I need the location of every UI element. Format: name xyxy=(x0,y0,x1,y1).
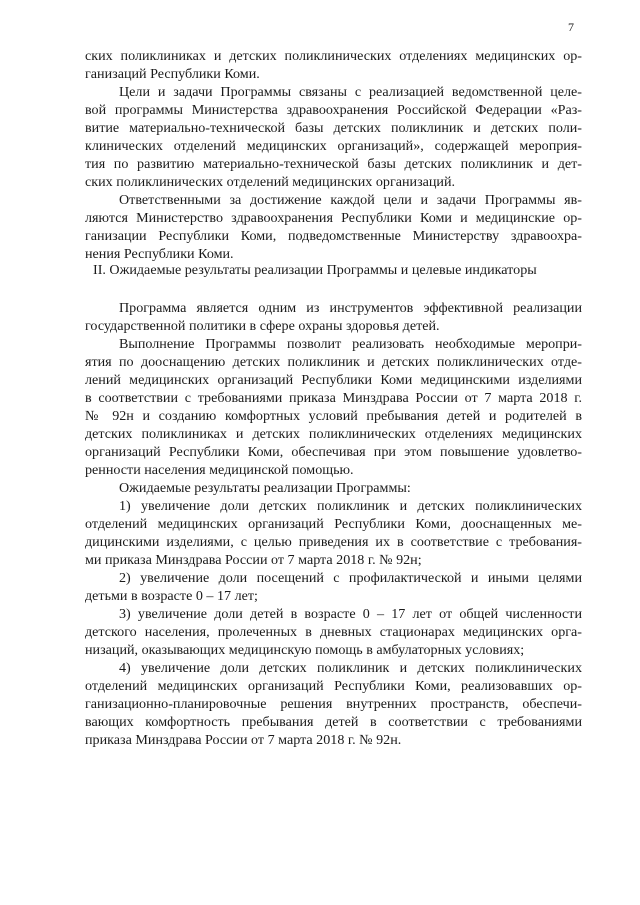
text-line: 4) увеличение доли детских поликлиник и детских поликлинических xyxy=(119,660,582,676)
text-line: детского населения, пролеченных в дневных стационарах медицинских орга- xyxy=(85,624,582,640)
text-line: ских поликлиниках и детских поликлинических отделениях медицинских ор- xyxy=(85,48,582,64)
text-line: государственной политики в сфере охраны здоровья детей. xyxy=(85,318,440,334)
text-line: № 92н и созданию комфортных условий пребывания детей и родителей в xyxy=(85,408,582,424)
text-line: Программа является одним из инструментов эффективной реализации xyxy=(119,300,582,316)
text-line: ми приказа Минздрава России от 7 марта 2018 г. № 92н; xyxy=(85,552,422,568)
text-line: 2) увеличение доли посещений с профилактической и иными целями xyxy=(119,570,582,586)
text-line: в соответствии с требованиями приказа Минздрава России от 7 марта 2018 г. xyxy=(85,390,582,406)
text-line: Ответственными за достижение каждой цели и задачи Программы яв- xyxy=(119,192,582,208)
text-line: клинических отделений медицинских организаций», содержащей мероприя- xyxy=(85,138,582,154)
text-line: детских поликлиниках и детских поликлинических отделениях медицинских xyxy=(85,426,582,442)
text-line: Цели и задачи Программы связаны с реализацией ведомственной целе- xyxy=(119,84,582,100)
page-number: 7 xyxy=(568,20,574,34)
text-line: лений медицинских организаций Республики Коми медицинскими изделиями xyxy=(85,372,582,388)
text-line: тия по развитию материально-технической базы детских поликлиник и дет- xyxy=(85,156,582,172)
text-line: витие материально-технической базы детских поликлиник и детских поли- xyxy=(85,120,582,136)
text-line: ганизации Республики Коми, подведомственные Министерству здравоохра- xyxy=(85,228,582,244)
text-line: приказа Минздрава России от 7 марта 2018 г. № 92н. xyxy=(85,732,402,748)
text-line: детьми в возрасте 0 – 17 лет; xyxy=(85,588,258,604)
text-line: ренности населения медицинской помощью. xyxy=(85,462,354,478)
text-line: Выполнение Программы позволит реализовать необходимые меропри- xyxy=(119,336,582,352)
text-line: Ожидаемые результаты реализации Программы: xyxy=(119,480,411,496)
text-line: ганизаций Республики Коми. xyxy=(85,66,260,82)
text-line: организаций Республики Коми, обеспечивая при этом повышение удовлетво- xyxy=(85,444,582,460)
text-line: отделений медицинских организаций Республики Коми, дооснащенных ме- xyxy=(85,516,582,532)
text-line: ских поликлинических отделений медицинских организаций. xyxy=(85,174,456,190)
text-line: ятия по дооснащению детских поликлиник и детских поликлинических отде- xyxy=(85,354,582,370)
text-line: ганизационно-планировочные решения внутренних пространств, обеспечи- xyxy=(85,696,582,712)
text-line: вой программы Министерства здравоохранения Российской Федерации «Раз- xyxy=(85,102,582,118)
text-line: 3) увеличение доли детей в возрасте 0 – 17 лет от общей численности xyxy=(119,606,582,622)
text-line: дицинскими изделиями, с целью приведения их в соответствие с требования- xyxy=(85,534,582,550)
text-line: ляются Министерство здравоохранения Республики Коми и медицинские ор- xyxy=(85,210,582,226)
text-line: нения Республики Коми. xyxy=(85,246,234,262)
text-line: низаций, оказывающих медицинскую помощь в амбулаторных условиях; xyxy=(85,642,525,658)
text-line: 1) увеличение доли детских поликлиник и детских поликлинических xyxy=(119,498,582,514)
text-line: вающих комфортность пребывания детей в соответствии с требованиями xyxy=(85,714,582,730)
text-line: отделений медицинских организаций Республики Коми, реализовавших ор- xyxy=(85,678,582,694)
section-heading: II. Ожидаемые результаты реализации Программы и целевые индикаторы xyxy=(93,262,537,278)
